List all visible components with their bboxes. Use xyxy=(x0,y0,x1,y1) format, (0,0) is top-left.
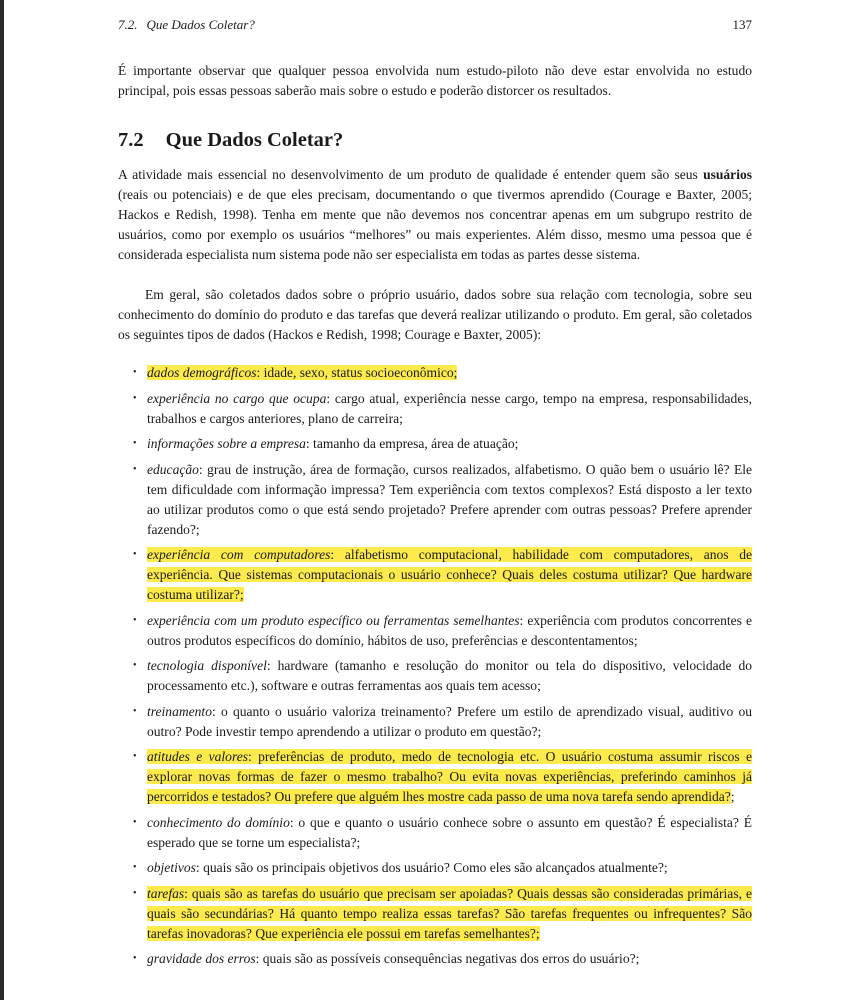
list-item-description: : quais são as tarefas do usuário que precisam ser apoiadas? Quais dessas são consideradas primárias, e quais são secundárias? Há quanto tempo realiza essas tarefas? São tarefas frequentes ou infrequentes? São tarefas inovadoras? Que experiência ele possui em tarefas semelhantes?; xyxy=(147,885,752,941)
section-title: Que Dados Coletar? xyxy=(165,129,344,151)
paragraph-1-start: A atividade mais essencial no desenvolvimento de um produto de qualidade é entender quem são seus xyxy=(118,167,704,182)
bullet-icon: • xyxy=(133,660,137,671)
list-item-description: : cargo atual, experiência nesse cargo, tempo na empresa, responsabilidades, trabalhos e cargos anteriores, plano de carreira; xyxy=(147,390,752,426)
item-text xyxy=(147,951,639,966)
bullet-icon: • xyxy=(133,887,137,899)
bullet-icon: • xyxy=(133,463,137,475)
section-number: 7.2 xyxy=(118,129,144,151)
list-item xyxy=(118,545,752,605)
bullet-icon: • xyxy=(133,549,137,560)
paragraph-1 xyxy=(118,165,752,265)
list-item xyxy=(118,460,752,540)
list-item-term: tarefas xyxy=(147,885,185,901)
list-item-description: : o que e quanto o usuário conhece sobre o assunto em questão? É especialista? É esperado que se torne um especialista?; xyxy=(147,814,752,850)
list-item-term: objetivos xyxy=(147,860,196,875)
paragraph-1-rest: (reais ou potenciais) e de que eles precisam, documentando o que tivermos aprendido (Courage e Baxter, 2005; Hackos e Redish, 1998). Tenha em mente que não devemos nos concentrar apenas em um subgrupo restrito de usuários, como por exemplo os usuários “melhores” ou mais experientes. Além disso, mesmo uma pessoa que é considerada especialista num sistema pode não ser especialista em todas as partes desse sistema. xyxy=(118,187,752,262)
bullet-icon: • xyxy=(133,392,137,404)
bullet-icon: • xyxy=(133,438,137,449)
highlighted-text xyxy=(147,749,752,804)
item-text xyxy=(147,462,752,537)
item-text xyxy=(147,391,752,426)
list-item-term: treinamento xyxy=(147,703,212,719)
list-item-term: conhecimento do domínio xyxy=(147,814,290,830)
highlighted-text xyxy=(147,365,457,380)
running-head xyxy=(118,17,752,37)
item-text xyxy=(147,704,752,739)
list-item xyxy=(118,949,752,969)
bullet-icon: • xyxy=(133,862,137,873)
list-item xyxy=(118,611,752,651)
bullet-icon: • xyxy=(133,953,137,964)
item-text xyxy=(147,658,752,693)
list-item xyxy=(118,702,752,742)
list-item xyxy=(118,434,752,454)
item-text xyxy=(147,860,668,875)
item-text xyxy=(147,613,752,648)
running-head-section-title: Que Dados Coletar? xyxy=(146,17,255,32)
list-item-term: experiência com computadores xyxy=(147,547,331,562)
list-item-tail: ; xyxy=(730,789,735,804)
list-item-term: tecnologia disponível xyxy=(147,658,267,673)
bullet-icon: • xyxy=(133,751,137,762)
item-text xyxy=(147,815,752,850)
bullet-icon: • xyxy=(133,816,137,828)
bullet-icon: • xyxy=(133,367,137,378)
list-item xyxy=(118,884,752,944)
list-item-term: informações sobre a empresa xyxy=(147,436,306,451)
list-item xyxy=(118,858,752,878)
list-item xyxy=(118,363,752,383)
list-item-description: : alfabetismo computacional, habilidade com computadores, anos de experiência. Que sistemas computacionais o usuário conhece? Quais deles costuma utilizar? Que hardware costuma utilizar?; xyxy=(147,547,752,602)
list-item-term: dados demográficos xyxy=(147,365,257,380)
highlighted-text xyxy=(147,547,752,602)
viewer-left-edge xyxy=(0,0,4,1000)
list-item-description: : preferências de produto, medo de tecnologia etc. O usuário costuma assumir riscos e explorar novas formas de fazer o mesmo trabalho? Ou evita novas experiências, preferindo caminhos já percorridos e testados? Ou prefere que alguém lhes mostre cada passo de uma nova tarefa sendo aprendida? xyxy=(147,749,753,804)
list-item-term: experiência no cargo que ocupa xyxy=(147,390,327,406)
highlighted-text xyxy=(147,886,752,941)
list-item-description: : o quanto o usuário valoriza treinamento? Prefere um estilo de aprendizado visual, auditivo ou outro? Pode investir tempo aprendendo a utilizar o produto em questão?; xyxy=(147,703,752,739)
list-item-description: : experiência com produtos concorrentes e outros produtos específicos do domínio, hábitos de uso, preferências e descontentamentos; xyxy=(147,612,752,648)
section-heading xyxy=(118,126,343,154)
intro-paragraph: É importante observar que qualquer pessoa envolvida num estudo-piloto não deve estar envolvida no estudo principal, pois essas pessoas saberão mais sobre o estudo e poderão distorcer os resultados. xyxy=(118,63,752,98)
list-item-term: educação xyxy=(147,461,199,477)
list-item-term: gravidade dos erros xyxy=(147,951,256,966)
item-text xyxy=(147,436,518,451)
bullet-icon: • xyxy=(133,614,137,626)
list-item xyxy=(118,747,752,807)
list-item-description: : quais são as possíveis consequências negativas dos erros do usuário?; xyxy=(255,951,640,966)
bullet-icon: • xyxy=(133,705,137,717)
list-item xyxy=(118,813,752,853)
running-head-title xyxy=(118,17,255,33)
list-item-description: : quais são os principais objetivos dos usuário? Como eles são alcançados atualmente?; xyxy=(195,860,668,875)
list-item-description: : hardware (tamanho e resolução do monitor ou tela do dispositivo, velocidade do processamento etc.), software e outras ferramentas aos quais tem acesso; xyxy=(147,658,752,693)
list-item-term: experiência com um produto específico ou ferramentas semelhantes xyxy=(147,612,520,628)
bold-term-usuarios: usuários xyxy=(703,167,752,182)
running-head-section-number: 7.2. xyxy=(118,17,138,32)
list-item xyxy=(118,389,752,429)
paragraph-2: Em geral, são coletados dados sobre o próprio usuário, dados sobre sua relação com tecnologia, sobre seu conhecimento do domínio do produto e das tarefas que deverá realizar utilizando o produto. Em geral, são coletados os seguintes tipos de dados (Hackos e Redish, 1998; Courage e Baxter, 2005): xyxy=(118,287,752,342)
page-number: 137 xyxy=(732,17,752,32)
list-item-term: atitudes e valores xyxy=(147,749,249,764)
data-types-list xyxy=(118,363,752,975)
list-item xyxy=(118,656,752,696)
list-item-description: : idade, sexo, status socioeconômico; xyxy=(256,365,458,380)
list-item-description: : tamanho da empresa, área de atuação; xyxy=(305,436,519,451)
list-item-description: : grau de instrução, área de formação, cursos realizados, alfabetismo. O quão bem o usuário lê? Ele tem dificuldade com informação impressa? Tem experiência com textos complexos? Está disposto a ler texto ao utilizar produtos como o que está sendo projetado? Prefere aprender com outras pessoas? Prefere aprender fazendo?; xyxy=(147,461,752,537)
